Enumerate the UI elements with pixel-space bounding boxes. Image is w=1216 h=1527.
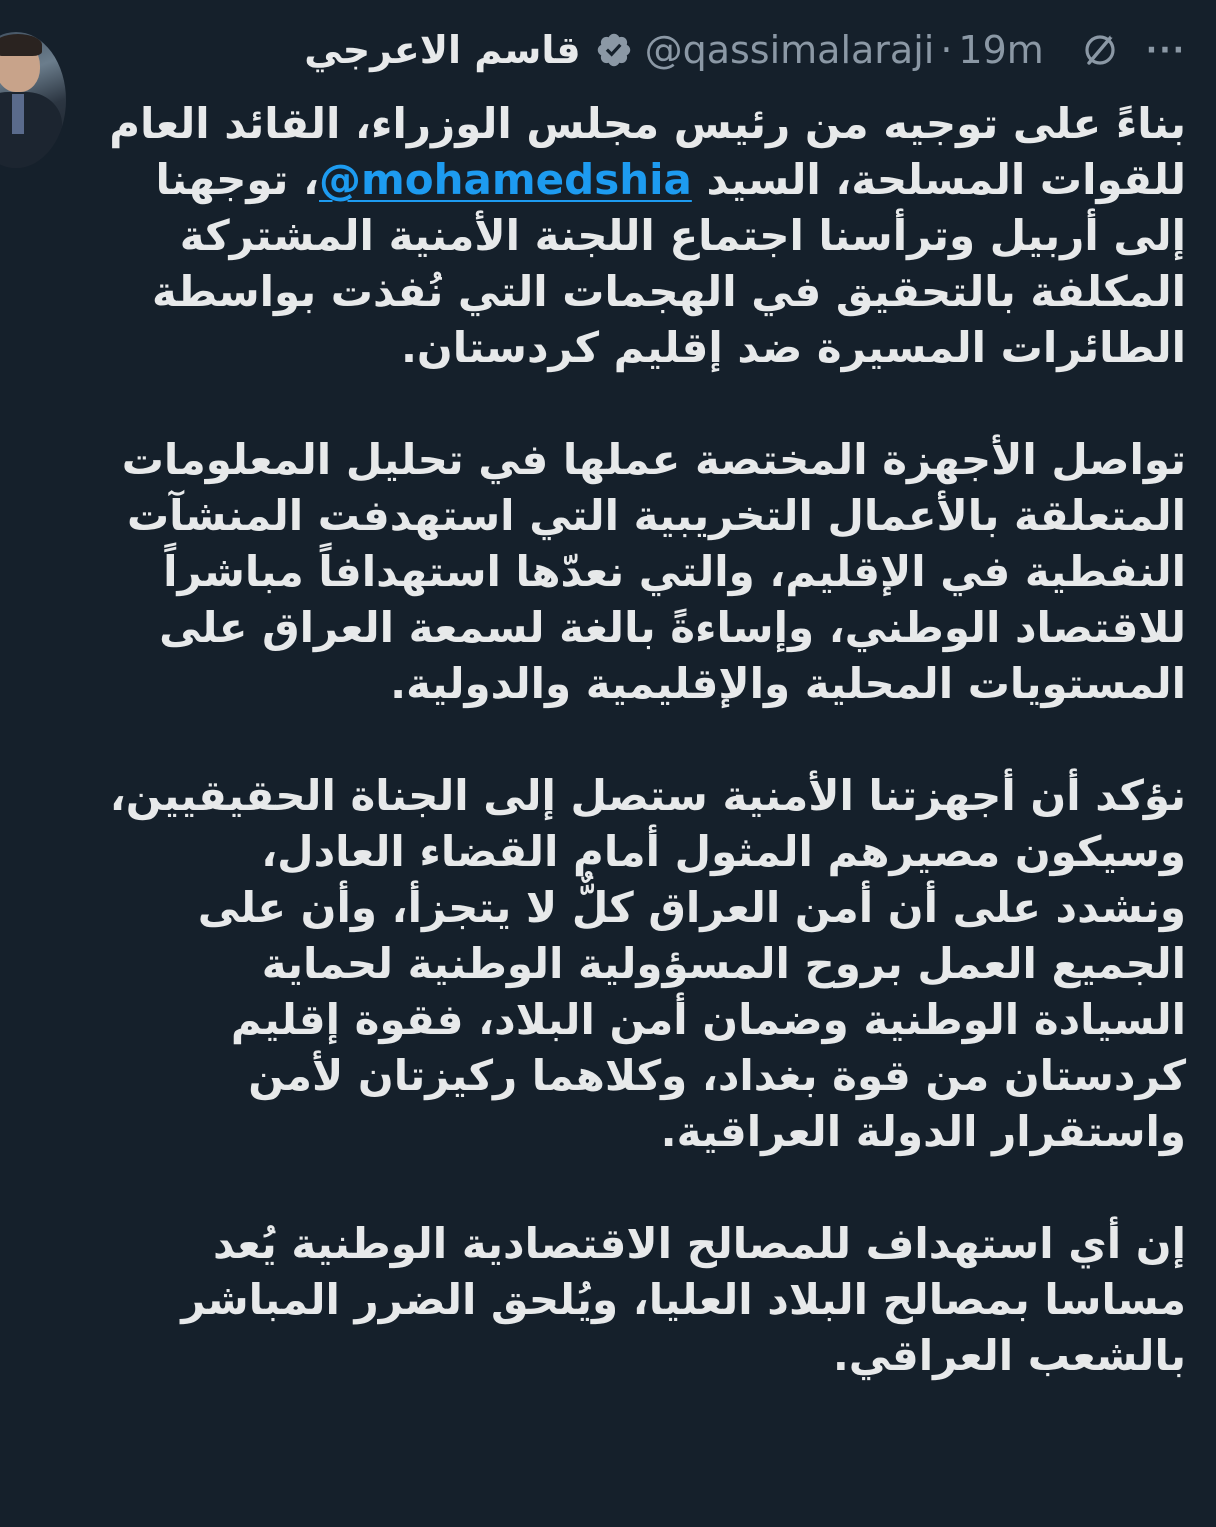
text-line: ونشدد على أن أمن العراق كلٌّ لا يتجزأ، وأن على [197,883,1186,932]
text-line: إلى أربيل وترأسنا اجتماع اللجنة الأمنية المشتركة [179,211,1186,260]
more-options-icon[interactable]: ··· [1145,32,1186,68]
avatar[interactable] [0,32,66,168]
verified-badge-icon [595,31,633,69]
text-line: إن أي استهداف للمصالح الاقتصادية الوطنية يُعد [213,1219,1186,1268]
text-line: الطائرات المسيرة ضد إقليم كردستان. [400,323,1186,372]
text-fragment: للقوات المسلحة، السيد [691,155,1186,204]
grok-icon[interactable] [1080,30,1120,70]
timestamp[interactable]: 19m [958,28,1044,72]
text-line: تواصل الأجهزة المختصة عملها في تحليل المعلومات [121,435,1186,484]
text-line: للاقتصاد الوطني، وإساءةً بالغة لسمعة العراق على [159,603,1186,652]
paragraph-4 [86,1216,1186,1384]
mention-text-line [86,152,1186,208]
tweet-body [86,96,1186,1384]
author-line [304,22,1186,78]
text-line: مساسا بمصالح البلاد العليا، ويُلحق الضرر المباشر [181,1275,1186,1324]
text-line: السيادة الوطنية وضمان أمن البلاد، فقوة إقليم [230,995,1186,1044]
text-line: واستقرار الدولة العراقية. [660,1107,1186,1156]
mention-link[interactable]: @mohamedshia [319,155,692,204]
text-line: نؤكد أن أجهزتنا الأمنية ستصل إلى الجناة الحقيقيين، [109,771,1186,820]
text-fragment: ، توجهنا [155,155,320,204]
text-line: الجميع العمل بروح المسؤولية الوطنية لحماية [261,939,1186,988]
text-line: المستويات المحلية والإقليمية والدولية. [390,659,1186,708]
text-line: وسيكون مصيرهم المثول أمام القضاء العادل، [261,827,1186,876]
text-line: بناءً على توجيه من رئيس مجلس الوزراء، القائد العام [109,99,1186,148]
text-line: المكلفة بالتحقيق في الهجمات التي نُفذت بواسطة [151,267,1186,316]
avatar-tie [12,94,24,134]
paragraph-2 [86,432,1186,712]
tweet-header [0,0,1216,100]
text-line: المتعلقة بالأعمال التخريبية التي استهدفت المنشآت [126,491,1186,540]
text-line: بالشعب العراقي. [832,1331,1186,1380]
avatar-hair [0,34,42,56]
paragraph-3 [86,768,1186,1160]
display-name[interactable]: قاسم الاعرجي [304,28,581,72]
text-line: النفطية في الإقليم، والتي نعدّها استهدافاً مباشراً [163,547,1186,596]
handle[interactable]: @qassimalaraji [644,28,935,72]
text-line: كردستان من قوة بغداد، وكلاهما ركيزتان لأمن [248,1051,1186,1100]
paragraph-1 [86,96,1186,376]
separator-dot: · [940,28,953,72]
avatar-suit [0,92,62,168]
